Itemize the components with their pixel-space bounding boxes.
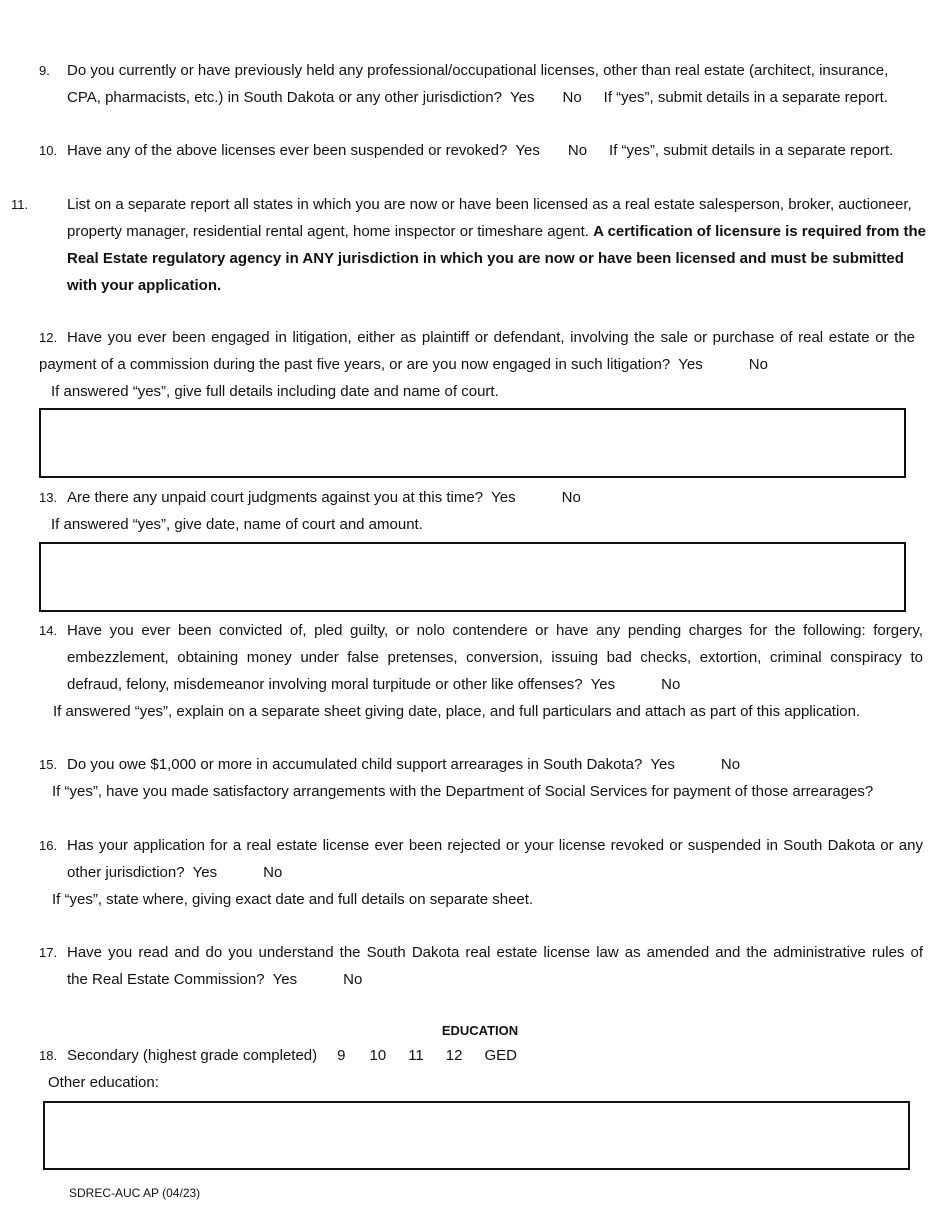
question-text: Secondary (highest grade completed) [67, 1047, 318, 1064]
question-14 [39, 617, 923, 725]
note: If “yes”, submit details in a separate report. [603, 89, 888, 106]
litigation-details-field[interactable] [39, 408, 906, 478]
question-text: Have any of the above licenses ever been suspended or revoked? [67, 142, 508, 159]
question-text: the Real Estate Commission? [67, 971, 265, 988]
judgment-details-field[interactable] [39, 542, 906, 612]
instruction: If answered “yes”, explain on a separate sheet giving date, place, and full particulars and attach as part of this application. [53, 703, 861, 720]
grade-option-10[interactable]: 10 [369, 1047, 387, 1064]
question-9 [39, 57, 923, 111]
yes-option[interactable]: Yes [510, 89, 535, 106]
no-option[interactable]: No [661, 676, 681, 693]
instruction: If answered “yes”, give full details including date and name of court. [51, 383, 499, 400]
yes-option[interactable]: Yes [192, 864, 218, 881]
question-number: 9. [39, 63, 50, 78]
no-option[interactable]: No [562, 89, 582, 106]
question-13 [39, 484, 923, 538]
question-number: 17. [39, 945, 58, 960]
question-text: Have you read and do you understand the South Dakota real estate license law as amended and the administrative rules of [67, 944, 923, 961]
question-11 [11, 191, 933, 299]
question-17 [39, 939, 923, 993]
yes-option[interactable]: Yes [678, 356, 703, 373]
yes-option[interactable]: Yes [515, 142, 540, 159]
yes-option[interactable]: Yes [650, 756, 675, 773]
question-number: 18. [39, 1048, 58, 1063]
question-number: 16. [39, 838, 58, 853]
no-option[interactable]: No [561, 489, 581, 506]
yes-option[interactable]: Yes [272, 971, 298, 988]
question-15 [39, 751, 923, 805]
no-option[interactable]: No [748, 356, 768, 373]
grade-option-ged[interactable]: GED [484, 1047, 517, 1064]
education-heading: EDUCATION [441, 1023, 519, 1038]
instruction: If “yes”, state where, giving exact date and full details on separate sheet. [52, 891, 534, 908]
question-text: other jurisdiction? [67, 864, 185, 881]
instruction: If answered “yes”, give date, name of court and amount. [51, 516, 423, 533]
question-text: Has your application for a real estate license ever been rejected or your license revoked or suspended in South Dakota or any [67, 837, 923, 854]
question-text: Are there any unpaid court judgments against you at this time? [67, 489, 484, 506]
question-text: CPA, pharmacists, etc.) in South Dakota or any other jurisdiction? [67, 89, 502, 106]
question-number: 13. [39, 490, 58, 505]
question-text: Do you owe $1,000 or more in accumulated child support arrearages in South Dakota? [67, 756, 643, 773]
question-text: embezzlement, obtaining money under false pretenses, conversion, issuing bad checks, extortion, criminal conspiracy to [67, 649, 923, 666]
grade-option-12[interactable]: 12 [445, 1047, 463, 1064]
question-10 [39, 137, 923, 164]
no-option[interactable]: No [567, 142, 588, 159]
question-text: Do you currently or have previously held any professional/occupational licenses, other than real estate (architect, insurance, [67, 62, 889, 79]
grade-option-11[interactable]: 11 [408, 1047, 424, 1064]
question-number: 15. [39, 757, 58, 772]
other-education-label: Other education: [48, 1074, 159, 1091]
certification-requirement: A certification of licensure is required from the Real Estate regulatory agency in ANY jurisdiction in which you are now or have been licensed and must be submitted with your application. [67, 223, 926, 294]
question-number: 12. [39, 330, 58, 345]
instruction: If “yes”, have you made satisfactory arrangements with the Department of Social Services for payment of those arrearages? [52, 783, 874, 800]
note: If “yes”, submit details in a separate report. [609, 142, 894, 159]
question-text: payment of a commission during the past five years, or are you now engaged in such litigation? [39, 356, 671, 373]
question-18 [39, 1042, 517, 1069]
no-option[interactable]: No [343, 971, 363, 988]
question-16 [39, 832, 923, 913]
question-12 [39, 324, 915, 405]
no-option[interactable]: No [720, 756, 741, 773]
grade-option-9[interactable]: 9 [337, 1047, 346, 1064]
yes-option[interactable]: Yes [491, 489, 516, 506]
yes-option[interactable]: Yes [590, 676, 616, 693]
question-number: 11. [11, 197, 29, 212]
question-number: 10. [39, 143, 58, 158]
no-option[interactable]: No [263, 864, 283, 881]
other-education-field[interactable] [43, 1101, 910, 1170]
question-text: List on a separate report all states in which you are now or have been licensed as a real estate salesperson, broker, auctioneer, property manager, residential rental agent, home inspector or timeshare agent. [67, 196, 912, 240]
form-code: SDREC-AUC AP (04/23) [69, 1186, 201, 1200]
question-text: Have you ever been engaged in litigation, either as plaintiff or defendant, involving the sale or purchase of real estate or the [67, 329, 915, 346]
question-text: Have you ever been convicted of, pled guilty, or nolo contendere or have any pending charges for the following: forgery, [67, 622, 923, 639]
question-number: 14. [39, 623, 58, 638]
question-text: defraud, felony, misdemeanor involving moral turpitude or other like offenses? [67, 676, 583, 693]
